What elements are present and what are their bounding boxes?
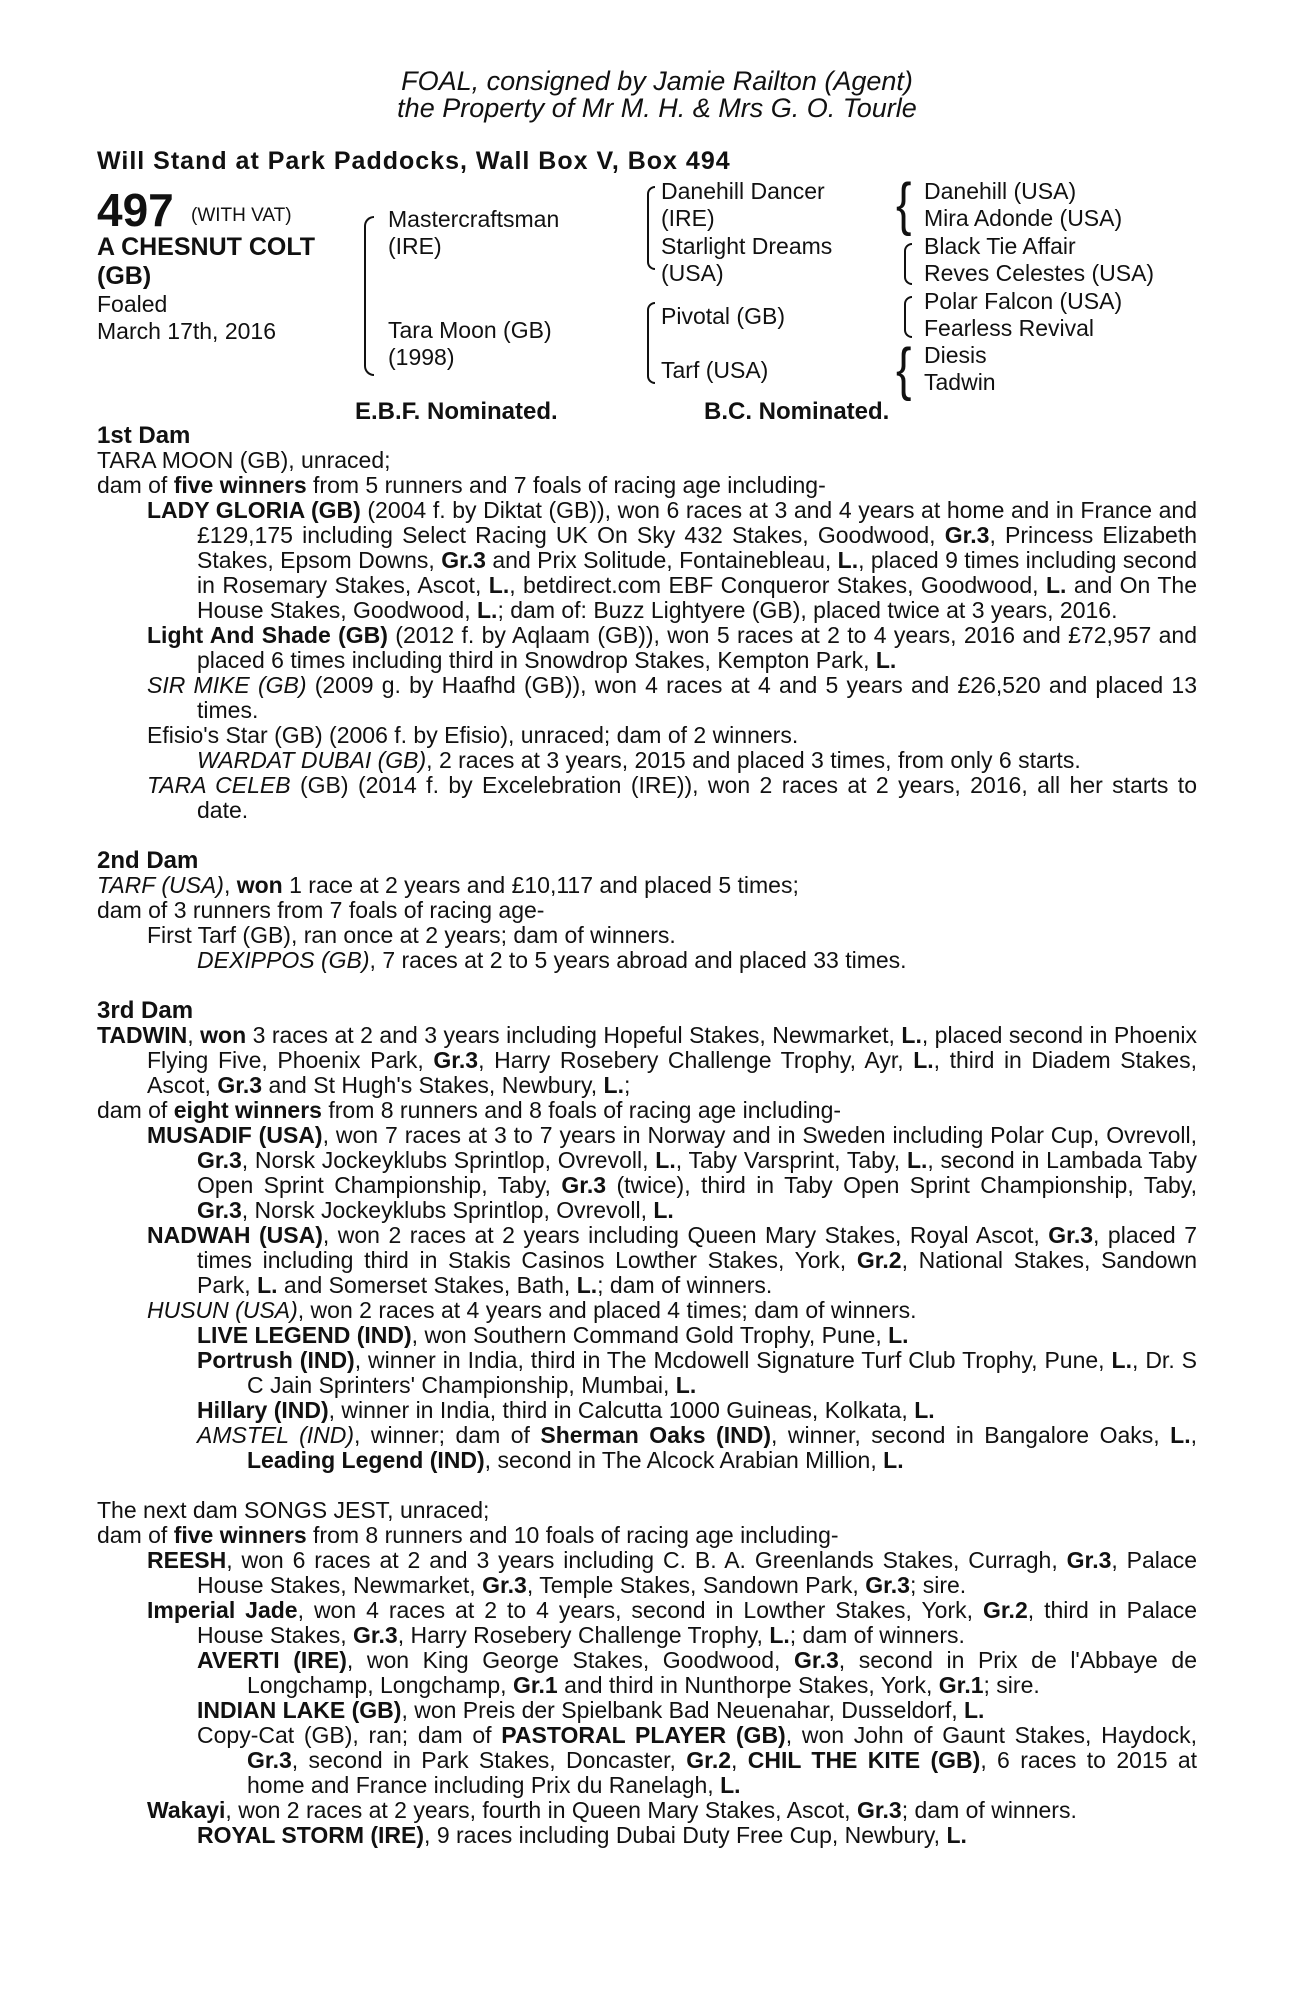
stand-line: Will Stand at Park Paddocks, Wall Box V, Box 494 xyxy=(97,147,731,175)
bc-nominated: B.C. Nominated. xyxy=(704,398,890,425)
first-dam-heading: 1st Dam xyxy=(97,422,191,449)
sire-sire: Danehill Dancer (IRE) xyxy=(661,178,825,231)
dam-dam-sire: Diesis xyxy=(924,342,987,368)
foaled-date: March 17th, 2016 xyxy=(97,318,277,344)
horse-description xyxy=(97,233,315,291)
horse-description-line1: A CHESNUT COLT xyxy=(97,233,316,261)
catalogue-page: FOAL, consigned by Jamie Railton (Agent) the Property of Mr M. H. & Mrs G. O. Tourle Will Stand at Park Paddocks, Wall Box V, Box 494 497 (WITH VAT) A CHESNUT COLT (GB) Foaled March 17th, 2016 Mastercraftsman (IRE) Tara Moon (GB) (1998) Danehill Dancer (IRE) Starlight Dreams (USA) Pivotal (GB) Tarf (USA) { Danehill (USA) Mira Adonde (USA) Black Tie Affair Reves Celestes (USA) Polar Falcon (USA) Fearless Revival { Diesis Tadwin E.B.F. Nominated. B.C. Nominated. 1st Dam TARA MOON (GB), unraced; dam of five winners from 5 runners and 7 foals of racing age including- LADY GLORIA (GB) (2004 f. by Diktat (GB)), won 6 races at 3 and 4 years at home and in France and £129,175 including Select Racing UK On Sky 432 Stakes, Goodwood, Gr.3, Princess Elizabeth Stakes, Epsom Downs, Gr.3 and Prix Solitude, Fontainebleau, L., placed 9 times including second in Rosemary Stakes, Ascot, L., betdirect.com EBF Conqueror Stakes, Goodwood, L. and On The House Stakes, Goodwood, L.; dam of: Buzz Lightyere (GB), placed twice at 3 years, 2016. Light And Shade (GB) (2012 f. by Aqlaam (GB)), won 5 races at 2 to 4 years, 2016 and £72,957 and placed 6 times including third in Snowdrop Stakes, Kempton Park, L. SIR MIKE (GB) (2009 g. by Haafhd (GB)), won 4 races at 4 and 5 years and £26,520 and placed 13 times. Efisio's Star (GB) (2006 f. by Efisio), unraced; dam of 2 winners. WARDAT DUBAI (GB), 2 races at 3 years, 2015 and placed 3 times, from only 6 starts. TARA CELEB (GB) (2014 f. by Excelebration (IRE)), won 2 races at 2 years, 2016, all her starts to date. 2nd Dam TARF (USA), won 1 race at 2 years and £10,117 and placed 5 times; dam of 3 runners from 7 foals of racing age- First Tarf (GB), ran once at 2 years; dam of winners. DEXIPPOS (GB), 7 races at 2 to 5 years abroad and placed 33 times. 3rd Dam TADWIN, won 3 races at 2 and 3 years including Hopeful Stakes, Newmarket, L., placed second in Phoenix Flying Five, Phoenix Park, Gr.3, Harry Rosebery Challenge Trophy, Ayr, L., third in Diadem Stakes, Ascot, Gr.3 and St Hugh's Stakes, Newbury, L.; dam of eight winners from 8 runners and 8 foals of racing age including- MUSADIF (USA), won 7 races at 3 to 7 years in Norway and in Sweden including Polar Cup, Ovrevoll, Gr.3, Norsk Jockeyklubs Sprintlop, Ovrevoll, L., Taby Varsprint, Taby, L., second in Lambada Taby Open Sprint Championship, Taby, Gr.3 (twice), third in Taby Open Sprint Championship, Taby, Gr.3, Norsk Jockeyklubs Sprintlop, Ovrevoll, L. NADWAH (USA), won 2 races at 2 years including Queen Mary Stakes, Royal Ascot, Gr.3, placed 7 times including third in Stakis Casinos Lowther Stakes, York, Gr.2, National Stakes, Sandown Park, L. and Somerset Stakes, Bath, L.; dam of winners. HUSUN (USA), won 2 races at 4 years and placed 4 times; dam of winners. LIVE LEGEND (IND), won Southern Command Gold Trophy, Pune, L. Portrush (IND), winner in India, third in The Mcdowell Signature Turf Club Trophy, Pune, L., Dr. S C Jain Sprinters' Championship, Mumbai, L. Hillary (IND), winner in India, third in Calcutta 1000 Guineas, Kolkata, L. AMSTEL (IND), winner; dam of Sherman Oaks (IND), winner, second in Bangalore Oaks, L., Leading Legend (IND), second in The Alcock Arabian Million, L. The next dam SONGS JEST, unraced; dam of five winners from 8 runners and 10 foals of racing age including- REESH, won 6 races at 2 and 3 years including C. B. A. Greenlands Stakes, Curragh, Gr.3, Palace House Stakes, Newmarket, Gr.3, Temple Stakes, Sandown Park, Gr.3; sire. Imperial Jade, won 4 races at 2 to 4 years, second in Lowther Stakes, York, Gr.2, third in Palace House Stakes, Gr.3, Harry Rosebery Challenge Trophy, L.; dam of winners. AVERTI (IRE), won King George Stakes, Goodwood, Gr.3, second in Prix de l'Abbaye de Longchamp, Longchamp, Gr.1 and third in Nunthorpe Stakes, York, Gr.1; sire. INDIAN LAKE (GB), won Preis der Spielbank Bad Neuenahar, Dusseldorf, L. Copy-Cat (GB), ran; dam of PASTORAL PLAYER (GB), won John of Gaunt Stakes, Haydock, Gr.3, second in Park Stakes, Doncaster, Gr.2, CHIL THE KITE (GB), 6 races to 2015 at home and France including Prix du Ranelagh, L. Wakayi, won 2 races at 2 years, fourth in Queen Mary Stakes, Ascot, Gr.3; dam of winners. ROYAL STORM (IRE), 9 races including Dubai Duty Free Cup, Newbury, L. xyxy=(0,0,1314,2000)
second-dam-heading: 2nd Dam xyxy=(97,847,199,874)
ebf-nominated: E.B.F. Nominated. xyxy=(355,398,558,425)
sire-dam: Starlight Dreams (USA) xyxy=(661,233,833,286)
dam-sire-sire: Polar Falcon (USA) xyxy=(924,288,1123,314)
dam: Tara Moon (GB) (1998) xyxy=(388,317,552,370)
produce-record: 1st Dam TARA MOON (GB), unraced; dam of five winners from 5 runners and 7 foals of racing age including- LADY GLORIA (GB) (2004 f. by Diktat (GB)), won 6 races at 3 and 4 years at home and in France and £129,175 including Select Racing UK On Sky 432 Stakes, Goodwood, Gr.3, Princess Elizabeth Stakes, Epsom Downs, Gr.3 and Prix Solitude, Fontainebleau, L., placed 9 times including second in Rosemary Stakes, Ascot, L., betdirect.com EBF Conqueror Stakes, Goodwood, L. and On The House Stakes, Goodwood, L.; dam of: Buzz Lightyere (GB), placed twice at 3 years, 2016. Light And Shade (GB) (2012 f. by Aqlaam (GB)), won 5 races at 2 to 4 years, 2016 and £72,957 and placed 6 times including third in Snowdrop Stakes, Kempton Park, L. SIR MIKE (GB) (2009 g. by Haafhd (GB)), won 4 races at 4 and 5 years and £26,520 and placed 13 times. Efisio's Star (GB) (2006 f. by Efisio), unraced; dam of 2 winners. WARDAT DUBAI (GB), 2 races at 3 years, 2015 and placed 3 times, from only 6 starts. TARA CELEB (GB) (2014 f. by Excelebration (IRE)), won 2 races at 2 years, 2016, all her starts to date. 2nd Dam TARF (USA), won 1 race at 2 years and £10,117 and placed 5 times; dam of 3 runners from 7 foals of racing age- First Tarf (GB), ran once at 2 years; dam of winners. DEXIPPOS (GB), 7 races at 2 to 5 years abroad and placed 33 times. 3rd Dam TADWIN, won 3 races at 2 and 3 years including Hopeful Stakes, Newmarket, L., placed second in Phoenix Flying Five, Phoenix Park, Gr.3, Harry Rosebery Challenge Trophy, Ayr, L., third in Diadem Stakes, Ascot, Gr.3 and St Hugh's Stakes, Newbury, L.; dam of eight winners from 8 runners and 8 foals of racing age including- MUSADIF (USA), won 7 races at 3 to 7 years in Norway and in Sweden including Polar Cup, Ovrevoll, Gr.3, Norsk Jockeyklubs Sprintlop, Ovrevoll, L., Taby Varsprint, Taby, L., second in Lambada Taby Open Sprint Championship, Taby, Gr.3 (twice), third in Taby Open Sprint Championship, Taby, Gr.3, Norsk Jockeyklubs Sprintlop, Ovrevoll, L. NADWAH (USA), won 2 races at 2 years including Queen Mary Stakes, Royal Ascot, Gr.3, placed 7 times including third in Stakis Casinos Lowther Stakes, York, Gr.2, National Stakes, Sandown Park, L. and Somerset Stakes, Bath, L.; dam of winners. HUSUN (USA), won 2 races at 4 years and placed 4 times; dam of winners. LIVE LEGEND (IND), won Southern Command Gold Trophy, Pune, L. Portrush (IND), winner in India, third in The Mcdowell Signature Turf Club Trophy, Pune, L., Dr. S C Jain Sprinters' Championship, Mumbai, L. Hillary (IND), winner in India, third in Calcutta 1000 Guineas, Kolkata, L. AMSTEL (IND), winner; dam of Sherman Oaks (IND), winner, second in Bangalore Oaks, L., Leading Legend (IND), second in The Alcock Arabian Million, L. The next dam SONGS JEST, unraced; dam of five winners from 8 runners and 10 foals of racing age including- REESH, won 6 races at 2 and 3 years including C. B. A. Greenlands Stakes, Curragh, Gr.3, Palace House Stakes, Newmarket, Gr.3, Temple Stakes, Sandown Park, Gr.3; sire. Imperial Jade, won 4 races at 2 to 4 years, second in Lowther Stakes, York, Gr.2, third in Palace House Stakes, Gr.3, Harry Rosebery Challenge Trophy, L.; dam of winners. AVERTI (IRE), won King George Stakes, Goodwood, Gr.3, second in Prix de l'Abbaye de Longchamp, Longchamp, Gr.1 and third in Nunthorpe Stakes, York, Gr.1; sire. INDIAN LAKE (GB), won Preis der Spielbank Bad Neuenahar, Dusseldorf, L. Copy-Cat (GB), ran; dam of PASTORAL PLAYER (GB), won John of Gaunt Stakes, Haydock, Gr.3, second in Park Stakes, Doncaster, Gr.2, CHIL THE KITE (GB), 6 races to 2015 at home and France including Prix du Ranelagh, L. Wakayi, won 2 races at 2 years, fourth in Queen Mary Stakes, Ascot, Gr.3; dam of winners. ROYAL STORM (IRE), 9 races including Dubai Duty Free Cup, Newbury, L. xyxy=(97,422,1198,1848)
sire-dam-sire: Black Tie Affair xyxy=(924,233,1076,259)
sire: Mastercraftsman (IRE) xyxy=(388,206,560,259)
third-dam-heading: 3rd Dam xyxy=(97,997,194,1024)
property-line: the Property of Mr M. H. & Mrs G. O. Tourle xyxy=(397,93,917,123)
dam-dam: Tarf (USA) xyxy=(661,357,769,383)
dam-dam-dam: Tadwin xyxy=(924,369,996,395)
sire-dam-dam: Reves Celestes (USA) xyxy=(924,260,1155,286)
dam-line-brace xyxy=(647,302,655,384)
sire-sire-dam: Mira Adonde (USA) xyxy=(924,205,1123,231)
sire-sire-sire: Danehill (USA) xyxy=(924,178,1077,204)
next-dam-intro: The next dam SONGS JEST, unraced; xyxy=(97,1497,490,1523)
dam-sire: Pivotal (GB) xyxy=(661,303,785,329)
vat-label: (WITH VAT) xyxy=(191,205,292,226)
foaled-info xyxy=(97,291,276,345)
sire-dam-brace xyxy=(364,216,374,376)
lot-number: 497 xyxy=(97,184,174,236)
foaled-label: Foaled xyxy=(97,291,168,317)
dam-sire-dam: Fearless Revival xyxy=(924,315,1094,341)
horse-description-line2: (GB) xyxy=(97,262,152,290)
consignor-line: FOAL, consigned by Jamie Railton (Agent) xyxy=(401,66,913,96)
sire-line-brace xyxy=(647,186,655,270)
